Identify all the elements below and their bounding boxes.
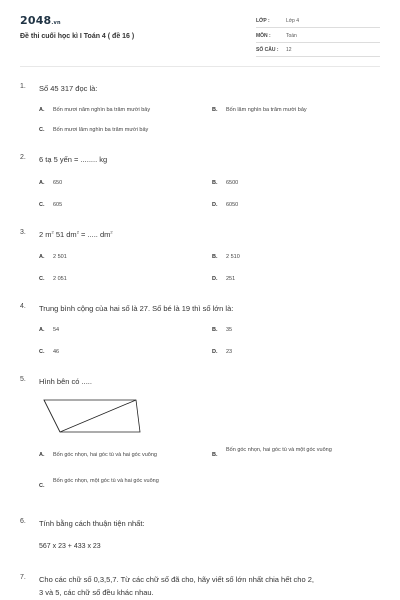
- option-text: 2 051: [53, 276, 67, 282]
- option-letter: A.: [39, 180, 45, 186]
- question-3: [20, 229, 380, 289]
- meta-class: [256, 14, 380, 28]
- option-letter: C.: [39, 349, 45, 355]
- question-number: 1.: [20, 83, 26, 90]
- question-number: 7.: [20, 574, 26, 581]
- meta-value: 12: [286, 47, 292, 53]
- option-text: Bốn góc nhọn, hai góc tù và hai góc vuông: [53, 452, 157, 458]
- option-text: 2 501: [53, 254, 67, 260]
- question-4: [20, 303, 380, 363]
- option-text: 605: [53, 202, 63, 208]
- expr-part: = ..... dm: [78, 230, 111, 239]
- option-letter: B.: [212, 107, 218, 113]
- option-letter: C.: [39, 202, 45, 208]
- expr-exponent: 2: [51, 229, 54, 235]
- exam-title: Đề thi cuối học kì I Toán 4 ( đề 16 ): [20, 33, 135, 40]
- figure-edge: [44, 400, 60, 432]
- option-letter: A.: [39, 452, 45, 458]
- header-divider: [20, 66, 380, 67]
- option-text: 6500: [226, 180, 239, 186]
- option-text: Bốn góc nhọn, một góc tù và hai góc vuông: [53, 478, 159, 484]
- option-letter: D.: [212, 349, 218, 355]
- meta-label: LỚP :: [256, 18, 270, 24]
- question-text: Hình bên có .....: [39, 377, 92, 386]
- option-text: 650: [53, 180, 63, 186]
- option-text: 2 510: [226, 254, 240, 260]
- question-number: 5.: [20, 376, 26, 383]
- expr-exponent: 2: [110, 229, 113, 235]
- option-letter: B.: [212, 180, 218, 186]
- option-text: Bốn mươi lăm nghìn ba trăm mười bảy: [53, 127, 149, 133]
- question-text-line-2: 3 và 5, các chữ số đều khác nhau.: [39, 588, 154, 597]
- option-letter: D.: [212, 202, 218, 208]
- option-text: Bốn góc nhọn, hai góc tù và một góc vuông: [226, 447, 332, 453]
- meta-value: Toán: [286, 33, 297, 39]
- option-letter: B.: [212, 452, 218, 458]
- option-text: 46: [53, 349, 60, 355]
- question-number: 6.: [20, 518, 26, 525]
- meta-subject: [256, 29, 380, 43]
- expr-exponent: 2: [76, 229, 79, 235]
- question-text: Tính bằng cách thuận tiện nhất:: [39, 519, 145, 528]
- question-2: [20, 154, 380, 214]
- question-1: [20, 83, 380, 143]
- expr-part: 2 m: [39, 230, 52, 239]
- question-number: 3.: [20, 229, 26, 236]
- logo-text: 2048: [20, 14, 52, 27]
- option-letter: B.: [212, 254, 218, 260]
- question-text-line-1: Cho các chữ số 0,3,5,7. Từ các chữ số đã cho, hãy viết số lớn nhất chia hết cho 2,: [39, 575, 314, 584]
- question-expression: 567 x 23 + 433 x 23: [39, 543, 101, 550]
- option-letter: D.: [212, 276, 218, 282]
- logo-suffix: .vn: [51, 20, 61, 26]
- option-letter: B.: [212, 327, 218, 333]
- option-letter: A.: [39, 327, 45, 333]
- meta-value: Lớp 4: [286, 18, 300, 24]
- expr-part: 51 dm: [53, 230, 77, 239]
- option-letter: A.: [39, 107, 45, 113]
- option-text: 23: [226, 349, 233, 355]
- question-7: [20, 574, 380, 600]
- option-text: 54: [53, 327, 60, 333]
- option-letter: C.: [39, 483, 45, 489]
- meta-label: SỐ CÂU :: [256, 47, 279, 53]
- question-number: 4.: [20, 303, 26, 310]
- figure-diagonal: [60, 400, 136, 432]
- question-number: 2.: [20, 154, 26, 161]
- exam-header: [0, 0, 400, 65]
- option-text: 6050: [226, 202, 239, 208]
- option-letter: C.: [39, 276, 45, 282]
- meta-question-count: [256, 43, 380, 57]
- option-text: 251: [226, 276, 236, 282]
- question-text: 6 tạ 5 yến = ........ kg: [39, 155, 108, 164]
- option-text: Bốn mươi năm nghìn ba trăm mười bảy: [53, 107, 151, 113]
- question-5: [20, 376, 380, 504]
- option-letter: A.: [39, 254, 45, 260]
- question-6: [20, 518, 380, 558]
- site-logo[interactable]: [20, 14, 61, 27]
- option-text: Bốn lăm nghìn ba trăm mười bảy: [226, 107, 307, 113]
- option-text: 35: [226, 327, 233, 333]
- question-text: Trung bình cộng của hai số là 27. Số bé là 19 thì số lớn là:: [39, 304, 234, 313]
- question-text: Số 45 317 đọc là:: [39, 84, 98, 93]
- meta-label: MÔN :: [256, 33, 271, 39]
- option-letter: C.: [39, 127, 45, 133]
- parallelogram-figure: [42, 398, 142, 436]
- question-text: [39, 229, 113, 240]
